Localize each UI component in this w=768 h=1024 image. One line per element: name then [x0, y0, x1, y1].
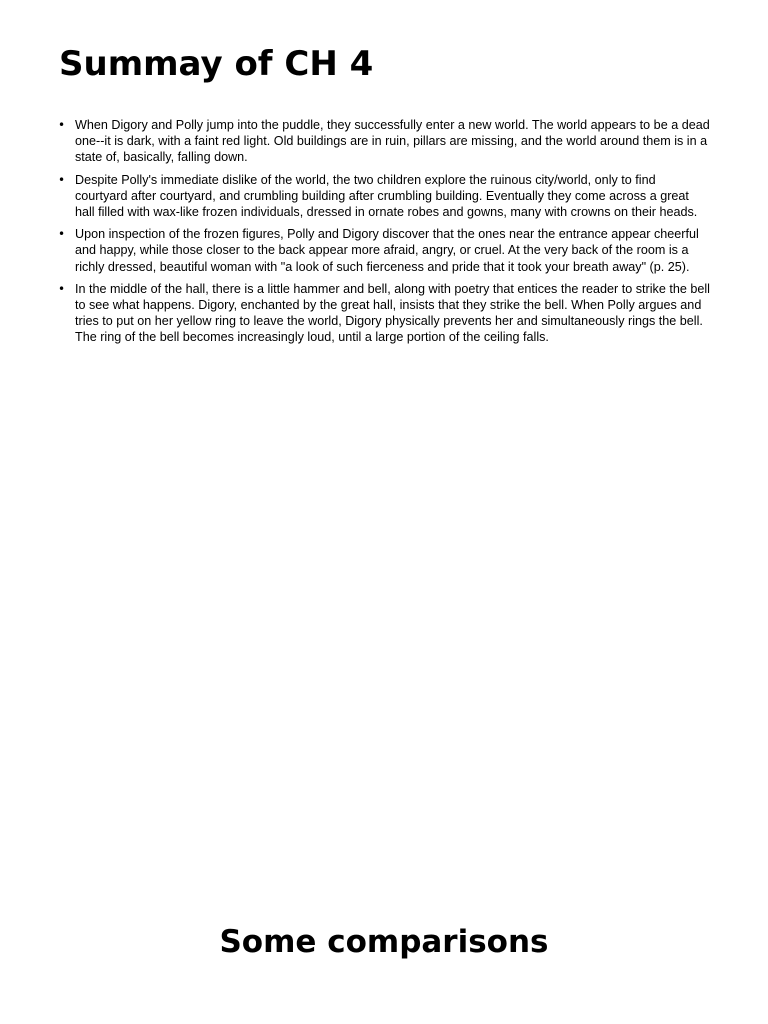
bullet-text: Upon inspection of the frozen figures, Polly and Digory discover that the ones near the entrance appear cheerful and happy, while those closer to the back appear more afraid, angry, or cruel. At the very back of the room is a richly dressed, beautiful woman with "a look of such fierceness and pride that it took your breath away" (p. 25).	[75, 227, 699, 274]
bullet-item	[58, 281, 710, 346]
bullet-icon: •	[58, 281, 66, 296]
bullet-text: Despite Polly's immediate dislike of the world, the two children explore the ruinous city/world, only to find courtyard after courtyard, and crumbling building after crumbling building. Eventually they come across a great hall filled with wax-like frozen individuals, dressed in ornate robes and gowns, many with crowns on their heads.	[75, 172, 698, 220]
next-slide-heading: Some comparisons	[219, 924, 549, 960]
bullet-item	[58, 172, 710, 221]
bullet-text: In the middle of the hall, there is a little hammer and bell, along with poetry that entices the reader to strike the bell to see what happens. Digory, enchanted by the great hall, insists that they strike the bell. When Polly argues and tries to put on her yellow ring to leave the world, Digory physically prevents her and simultaneously rings the bell. The ring of the bell becomes increasingly loud, until a large portion of the ceiling falls.	[75, 281, 710, 345]
bullet-icon: •	[58, 227, 66, 242]
bullet-item	[58, 117, 710, 166]
bullet-item	[58, 226, 710, 275]
summary-bullet-list	[58, 117, 710, 352]
bullet-text: When Digory and Polly jump into the puddle, they successfully enter a new world. The world appears to be a dead one--it is dark, with a faint red light. Old buildings are in ruin, pillars are missing, and the world around them is in a state of, basically, falling down.	[75, 118, 710, 165]
bullet-icon: •	[58, 172, 66, 187]
bullet-icon: •	[58, 118, 66, 132]
page-title: Summay of CH 4	[59, 44, 374, 84]
